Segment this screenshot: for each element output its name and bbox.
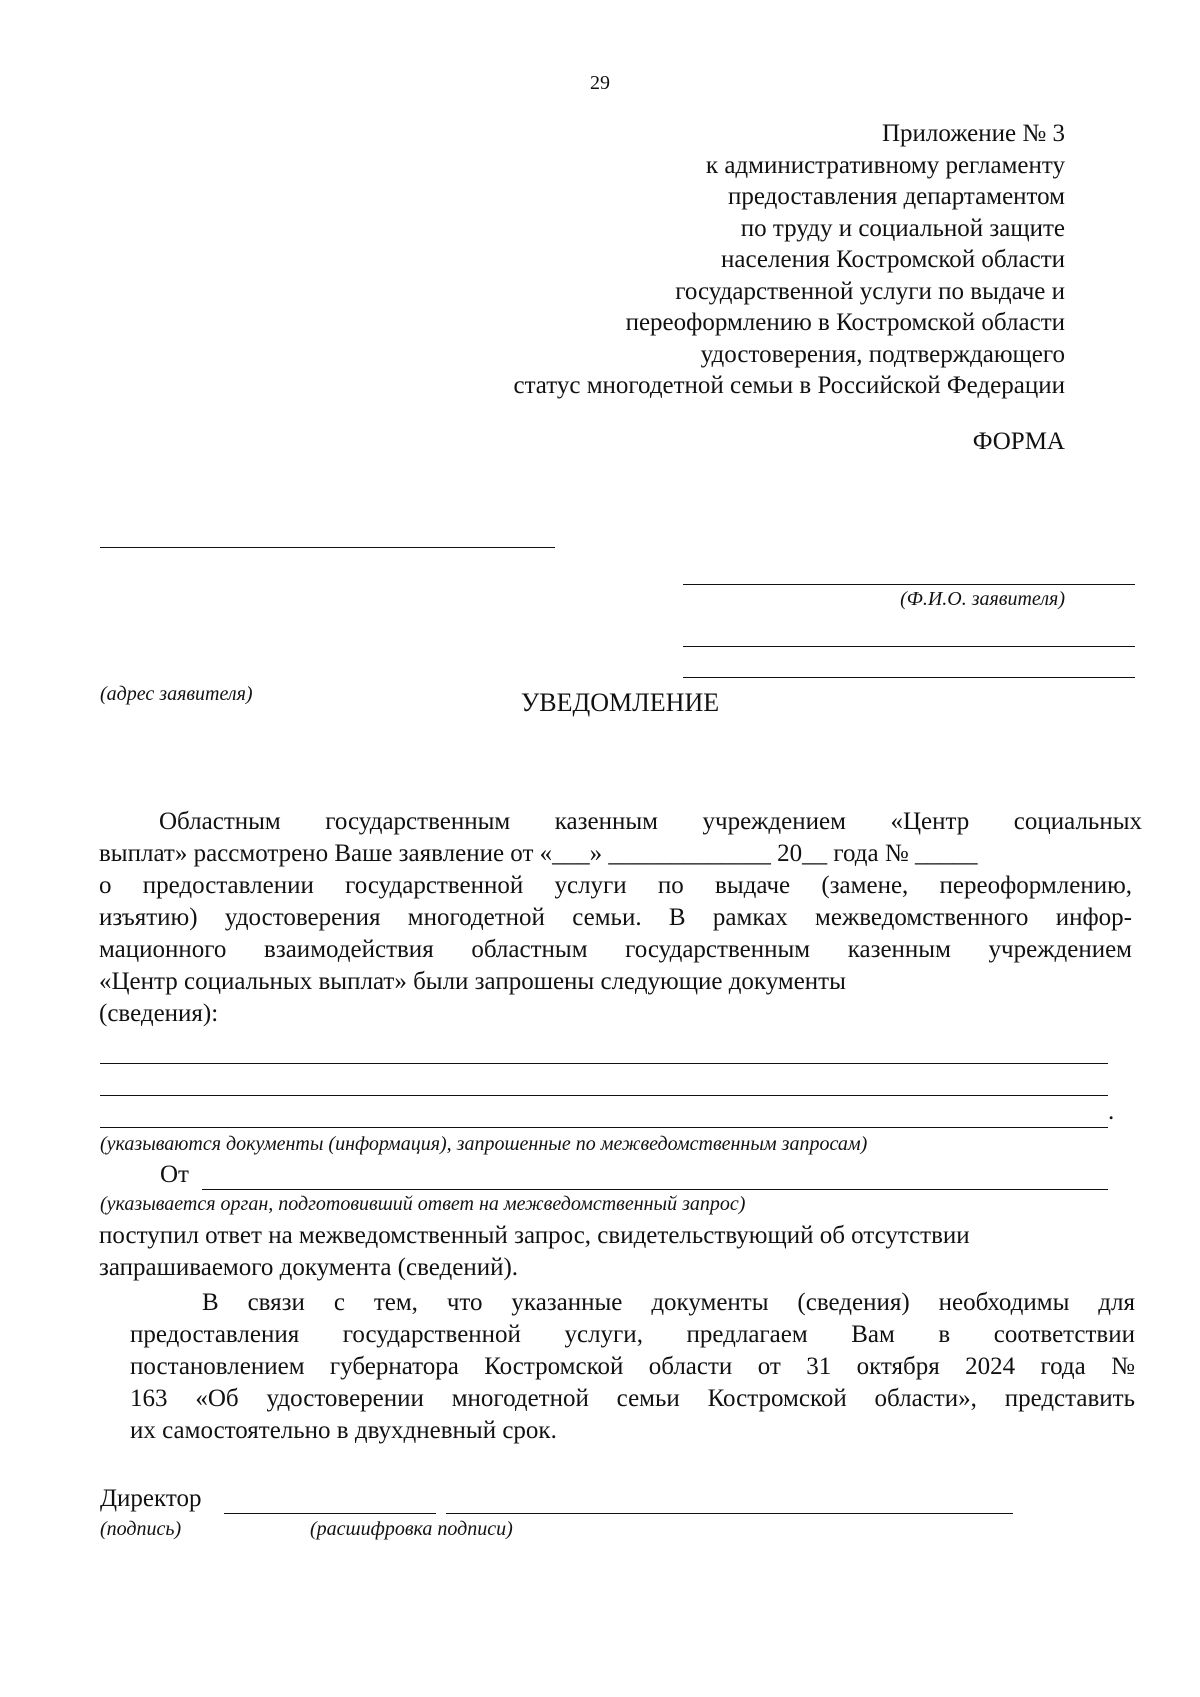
- docs-blank-line: [100, 1063, 1108, 1064]
- appendix-line: предоставления департаментом: [728, 183, 1065, 210]
- docs-blank-line: [100, 1127, 1108, 1128]
- signature-decode-line: [446, 1513, 1013, 1514]
- signature-line: [224, 1513, 436, 1514]
- appendix-line: удостоверения, подтверждающего: [700, 340, 1065, 368]
- text-line: изъятию) удостоверения многодетной семьи. В рамках межведомственного инфор-: [99, 904, 1132, 931]
- signature-sign-hint: (подпись): [100, 1518, 182, 1540]
- page-number: 29: [590, 72, 610, 94]
- from-label: От: [160, 1161, 189, 1188]
- appendix-line: населения Костромской области: [721, 246, 1065, 273]
- from-blank-line: [202, 1189, 1108, 1190]
- text-line: 163 «Об удостоверении многодетной семьи Костромской области», представить: [130, 1385, 1135, 1412]
- appendix-header: [513, 118, 1065, 402]
- appendix-line: по труду и социальной защите: [740, 214, 1065, 242]
- body-paragraph-3: [130, 1287, 1135, 1447]
- appendix-line: статус многодетной семьи в Российской Федерации: [513, 372, 1065, 399]
- text-line: поступил ответ на межведомственный запрос, свидетельствующий об отсутствии: [99, 1222, 970, 1249]
- appendix-line: переоформлению в Костромской области: [625, 309, 1065, 336]
- body-paragraph-1: [99, 806, 1142, 1030]
- signature-decode-hint: (расшифровка подписи): [310, 1518, 513, 1540]
- text-line: предоставления государственной услуги, предлагаем Вам в соответствии: [130, 1321, 1135, 1348]
- organ-hint: (указывается орган, подготовивший ответ на межведомственный запрос): [100, 1193, 746, 1215]
- applicant-extra-line: [683, 677, 1135, 678]
- text-line: запрашиваемого документа (сведений).: [99, 1254, 519, 1281]
- address-blank-line: [100, 547, 555, 548]
- text-line: В связи с тем, что указанные документы (сведения) необходимы для: [202, 1289, 1135, 1316]
- appendix-line: государственной услуги по выдаче и: [675, 277, 1065, 305]
- text-line: постановлением губернатора Костромской области от 31 октября 2024 года №: [130, 1353, 1135, 1380]
- signature-role: Директор: [100, 1485, 202, 1512]
- text-line: «Центр социальных выплат» были запрошены следующие документы: [99, 968, 846, 995]
- docs-period: .: [1108, 1098, 1115, 1125]
- applicant-extra-line: [683, 646, 1135, 647]
- text-line: мационного взаимодействия областным государственным казенным учреждением: [99, 936, 1132, 963]
- appendix-line: к административному регламенту: [705, 151, 1065, 179]
- docs-blank-line: [100, 1095, 1108, 1096]
- text-line: их самостоятельно в двухдневный срок.: [130, 1417, 557, 1444]
- document-title: УВЕДОМЛЕНИЕ: [520, 688, 720, 717]
- text-line: Областным государственным казенным учреждением «Центр социальных: [159, 808, 1142, 835]
- text-line: выплат» рассмотрено Ваше заявление от «___» _____________ 20__ года № _____: [99, 840, 978, 867]
- form-label: ФОРМА: [972, 428, 1065, 455]
- body-paragraph-2: [99, 1220, 1129, 1284]
- applicant-name-line: [683, 584, 1135, 585]
- docs-hint: (указываются документы (информация), запрошенные по межведомственным запросам): [100, 1133, 868, 1155]
- applicant-name-hint: (Ф.И.О. заявителя): [900, 588, 1065, 610]
- text-line: (сведения):: [99, 1000, 219, 1027]
- text-line: о предоставлении государственной услуги по выдаче (замене, переоформлению,: [99, 872, 1132, 899]
- applicant-address-hint: (адрес заявителя): [100, 683, 253, 705]
- appendix-line: Приложение № 3: [881, 120, 1065, 147]
